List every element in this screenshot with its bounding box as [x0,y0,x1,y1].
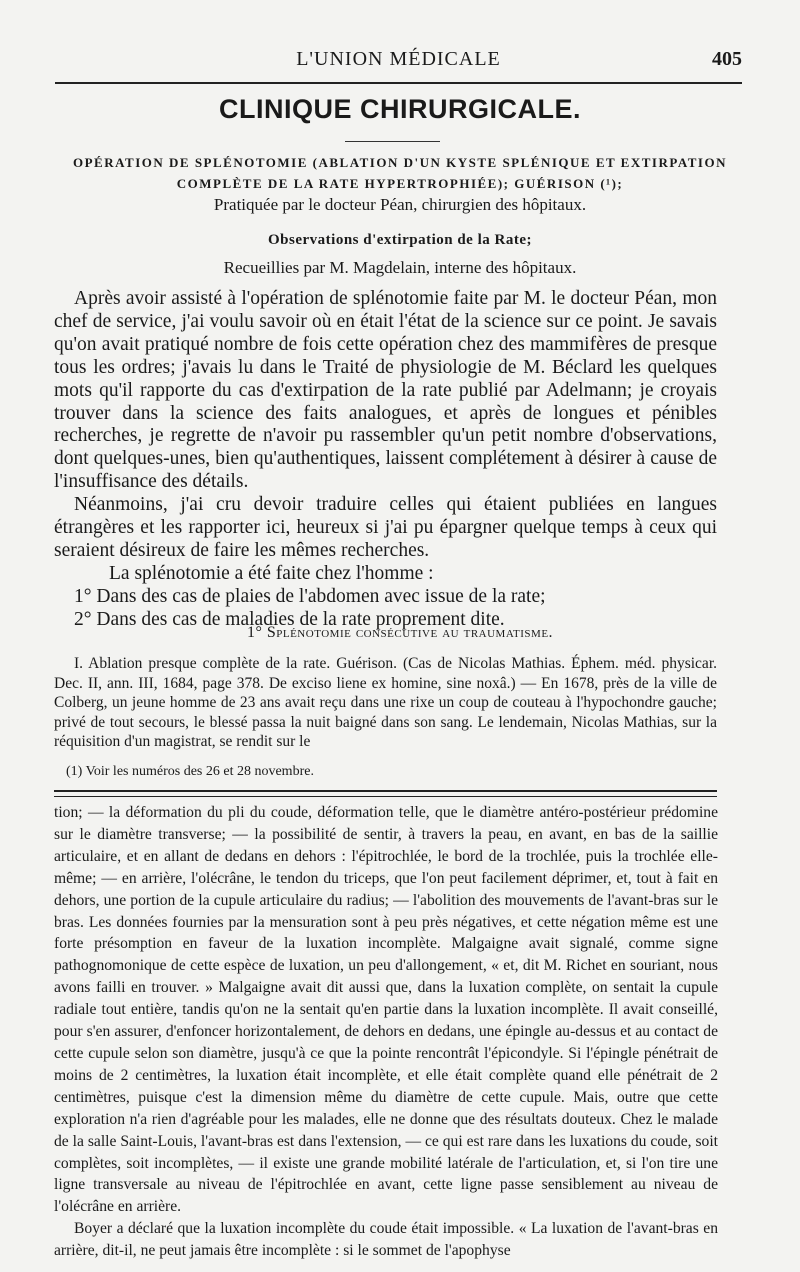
section-title: CLINIQUE CHIRURGICALE. [219,94,581,124]
header-rule [55,82,742,84]
page-number: 405 [712,48,742,70]
collector-line: Recueillies par M. Magdelain, interne des hôpitaux. [223,258,577,277]
running-head [55,48,742,78]
list-item: 2° Dans des cas de maladies de la rate proprement dite. [74,608,505,630]
title-divider [345,141,440,142]
running-title: L'UNION MÉDICALE [296,48,501,70]
intro-text [54,288,717,632]
paragraph: I. Ablation presque complète de la rate. Guérison. (Cas de Nicolas Mathias. Éphem. méd. physicar. Dec. II, ann. III, 1684, page 378. De exciso liene ex homine, sine noxâ.) — En 1678, près de la ville de Colberg, un jeune homme de 23 ans avait reçu dans une rixe un coup de couteau à l'hypochondre gauche; privé de tout secours, le blessé passa la nuit baigné dans son sang. Le lendemain, Nicolas Mathias, sur la réquisition d'un magistrat, se rendit sur le [54,655,717,751]
paragraph: Après avoir assisté à l'opération de splénotomie faite par M. le docteur Péan, mon chef de service, j'ai voulu savoir où en était l'état de la science sur ce point. Je savais qu'on avait pratiqué nombre de fois cette opération chez des mammifères de presque tous les ordres; j'avais lu dans le Traité de physiologie de M. Béclard les quelques mots qu'il rapporte du cas d'extirpation de la rate publié par Adelmann; je croyais trouver dans la science des faits analogues, et après de longues et pénibles recherches, je regrette de n'avoir pu rassembler qu'un petit nombre d'observations, dont quelques-unes, bien qu'authentiques, laissent complétement à désirer à cause de l'insuffisance des détails. [54,288,717,493]
column-divider [54,790,717,797]
paragraph: Néanmoins, j'ai cru devoir traduire celles qui étaient publiées en langues étrangères et les rapporter ici, heureux si j'ai pu épargner quelque temps à ceux qui seraient désireux de faire les mêmes recherches. [54,494,717,561]
lower-column-text [54,802,718,1262]
subsection-title: 1° Splénotomie consécutive au traumatisme. [246,624,554,641]
case-text [54,654,717,752]
footnote: (1) Voir les numéros des 26 et 28 novembre. [66,764,314,779]
paragraph: La splénotomie a été faite chez l'homme : [109,562,434,584]
paragraph: tion; — la déformation du pli du coude, déformation telle, que le diamètre antéro-postérieur prédomine sur le diamètre transverse; — la possibilité de sentir, à travers la peau, en avant, en bas de la saillie articulaire, et en allant de dedans en dehors : l'épitrochlée, le bord de la trochlée, puis la trochlée elle-même; — en arrière, l'olécrâne, le tendon du triceps, que l'on peut facilement déprimer, et, tout à fait en dehors, une portion de la cupule articulaire du radius; — l'abolition des mouvements de l'avant-bras sur le bras. Les données fournies par la mensuration sont à peu près négatives, et cette négation même est une forte présomption en faveur de la luxation incomplète. Malgaigne avait signalé, comme signe pathognomonique de cette espèce de luxation, un peu d'allongement, « et, dit M. Richet en souriant, nous avons failli en trouver. » Malgaigne avait dit aussi que, dans la luxation complète, on sentait la cupule radiale tout entière, tandis qu'on ne la sentait qu'en partie dans la luxation incomplète. Il avait conseillé, pour s'en assurer, d'enfoncer horizontalement, de dehors en dedans, une épingle au-dessus et au contact de cette cupule selon son diamètre, jusqu'à ce que la pointe rencontrât l'épicondyle. Si l'épingle pénétrait de moins de 2 centimètres, la luxation était incomplète, et elle était complète quand elle pénétrait de 2 centimètres, puisque c'est la dimension même du diamètre de cette cupule. Mais, outre que cette exploration n'a rien d'agréable pour les malades, elle ne donne que des résultats douteux. Chez le malade de la salle Saint-Louis, l'avant-bras est dans l'extension, — ce qui est rare dans les luxations du coude, soit complètes, soit incomplètes, — il existe une grande mobilité latérale de l'articulation, et, si l'on tire une ligne transversale au niveau de l'épitrochlée en avant, cette ligne passe sensiblement au niveau de l'olécrâne en arrière. [54,804,718,1216]
paragraph: Boyer a déclaré que la luxation incomplète du coude était impossible. « La luxation de l'avant-bras en arrière, dit-il, ne peut jamais être incomplète : si le sommet de l'apophyse [54,1220,718,1260]
author-line: Pratiquée par le docteur Péan, chirurgien des hôpitaux. [213,195,587,214]
list-item: 1° Dans des cas de plaies de l'abdomen avec issue de la rate; [74,585,546,607]
operation-title: OPÉRATION DE SPLÉNOTOMIE (ABLATION D'UN KYSTE SPLÉNIQUE ET EXTIRPATION COMPLÈTE DE LA RATE HYPERTROPHIÉE); GUÉRISON (¹); [73,155,727,191]
observations-heading: Observations d'extirpation de la Rate; [268,232,532,248]
